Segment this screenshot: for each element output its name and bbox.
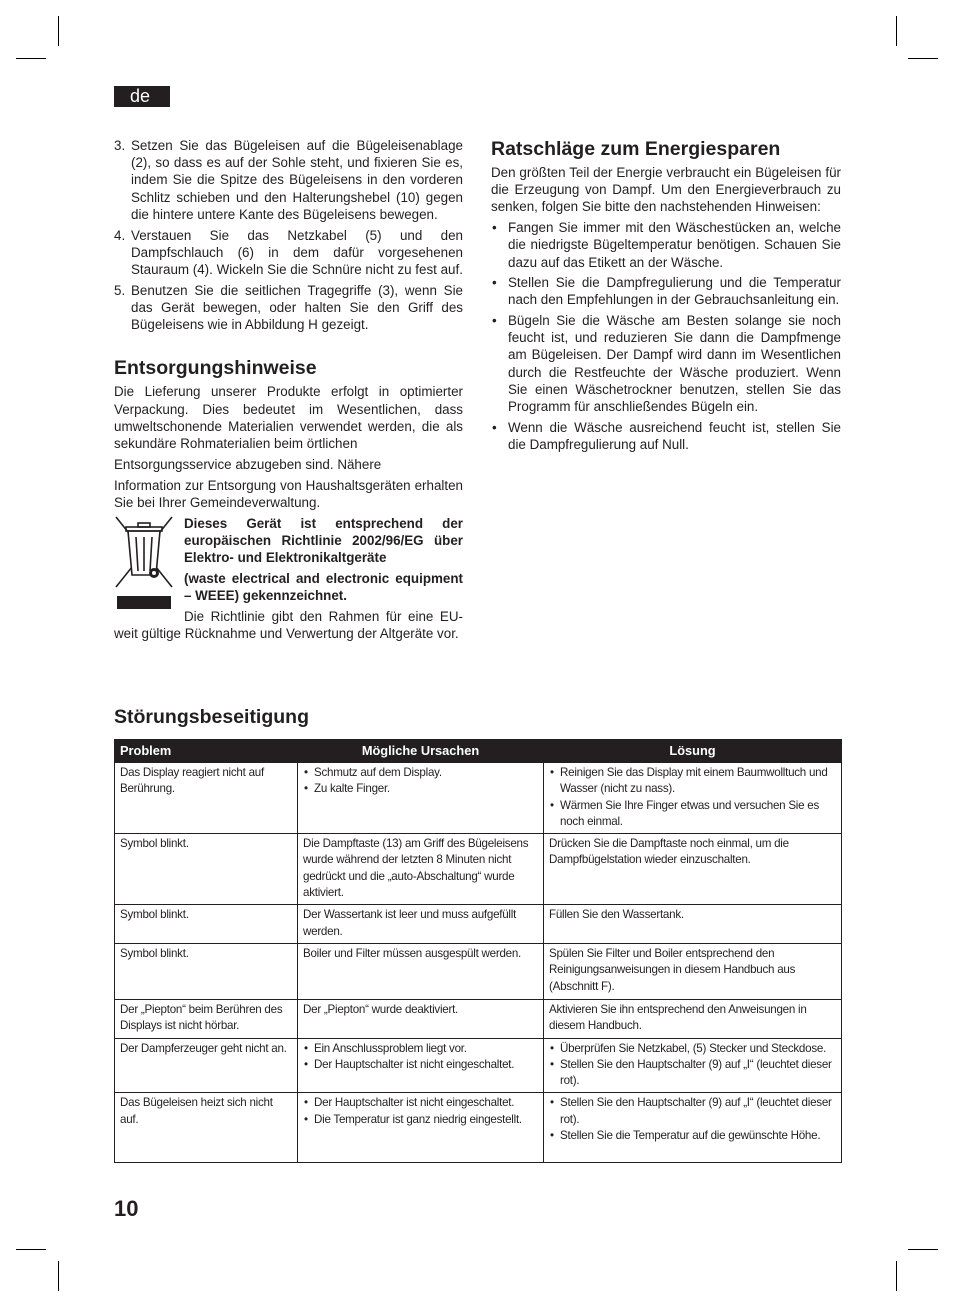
list-item: • Ein Anschlussproblem liegt vor. <box>303 1041 538 1057</box>
table-row <box>115 943 842 999</box>
causes-cell: Boiler und Filter müssen ausgespült werden. <box>298 943 544 999</box>
causes-cell: Der Wassertank ist leer und muss aufgefüllt werden. <box>298 905 544 944</box>
list-item: • Reinigen Sie das Display mit einem Baumwolltuch und Wasser (nicht zu nass). <box>549 765 836 798</box>
problem-cell: Symbol blinkt. <box>115 905 298 944</box>
table-row <box>115 999 842 1038</box>
problem-cell: Das Display reagiert nicht auf Berührung. <box>115 763 298 834</box>
list-item: • Fangen Sie immer mit den Wäschestücken an, welche die niedrigste Bügeltemperatur benötigen. Schauen Sie dazu auf das Etikett an der Wäsche. <box>491 219 841 271</box>
list-item: • Bügeln Sie die Wäsche am Besten solange sie noch feucht ist, und reduzieren Sie dann die Dampfmenge am Bügeleisen. Der Dampf wird dann im Wesentlichen durch die Restfeuchte der Wäsche produziert. Wenn Sie einen Wäschetrockner benutzen, stellen Sie das Programm für anschließendes Bügeln ein. <box>491 312 841 415</box>
weee-bold-text: Dieses Gerät ist entsprechend der europäischen Richtlinie 2002/96/EG über Elektro- und Elektronikaltgeräte <box>184 516 463 566</box>
column-header: Lösung <box>544 740 842 763</box>
list-item: • Die Temperatur ist ganz niedrig eingestellt. <box>303 1112 538 1128</box>
causes-cell: Der „Piepton“ wurde deaktiviert. <box>298 999 544 1038</box>
right-column <box>491 137 841 456</box>
causes-cell <box>298 1093 544 1163</box>
weee-block <box>114 515 463 643</box>
solution-cell <box>544 1093 842 1163</box>
step-item: 4. Verstauen Sie das Netzkabel (5) und den Dampfschlauch (6) in dem dafür vorgesehenen Stauraum (4). Wickeln Sie die Schnüre nicht zu fest auf. <box>114 227 463 278</box>
problem-cell: Symbol blinkt. <box>115 834 298 905</box>
table-header-row <box>115 740 842 763</box>
energy-intro: Den größten Teil der Energie verbraucht ein Bügeleisen für die Erzeugung von Dampf. Um den Energieverbrauch zu senken, folgen Sie bitte den nachstehenden Hinweisen: <box>491 165 841 215</box>
crop-mark <box>908 1249 938 1250</box>
crop-mark <box>16 58 46 59</box>
problem-cell: Symbol blinkt. <box>115 943 298 999</box>
table-row <box>115 763 842 834</box>
table-row <box>115 1093 842 1163</box>
list-item: • Wärmen Sie Ihre Finger etwas und versuchen Sie es noch einmal. <box>549 798 836 831</box>
causes-cell <box>298 763 544 834</box>
step-item: 3. Setzen Sie das Bügeleisen auf die Bügeleisenablage (2), so dass es auf der Sohle steht, und fixieren Sie es, indem Sie die Spitze des Bügeleisens in den vorderen Schlitz schieben und den Halterungshebel (10) gegen die hintere untere Kante des Bügeleisens bewegen. <box>114 138 463 222</box>
left-column <box>114 137 463 646</box>
list-item: • Schmutz auf dem Display. <box>303 765 538 781</box>
disposal-paragraph: Information zur Entsorgung von Haushaltsgeräten erhalten Sie bei Ihrer Gemeindeverwaltung. <box>114 477 463 510</box>
disposal-paragraph: Entsorgungsservice abzugeben sind. Nähere <box>114 456 382 472</box>
crop-mark <box>896 1261 897 1291</box>
solution-cell: Füllen Sie den Wassertank. <box>544 905 842 944</box>
storage-steps <box>114 137 463 333</box>
step-item: 5. Benutzen Sie die seitlichen Tragegriffe (3), wenn Sie das Gerät bewegen, oder halten Sie den Griff des Bügeleisens wie in Abbildung H gezeigt. <box>114 282 463 333</box>
solution-cell: Spülen Sie Filter und Boiler entsprechend den Reinigungsanweisungen in diesem Handbuch aus (Abschnitt F). <box>544 943 842 999</box>
list-item: • Stellen Sie die Dampfregulierung und die Temperatur nach den Empfehlungen in der Gebrauchsanleitung ein. <box>491 274 841 308</box>
crossed-bin-icon <box>114 515 174 611</box>
troubleshooting-table <box>114 739 842 1163</box>
column-header: Problem <box>115 740 298 763</box>
problem-cell: Der „Piepton“ beim Berühren des Displays ist nicht hörbar. <box>115 999 298 1038</box>
list-item: • Der Hauptschalter ist nicht eingeschaltet. <box>303 1057 538 1073</box>
list-item: • Stellen Sie den Hauptschalter (9) auf „I“ (leuchtet dieser rot). <box>549 1095 836 1128</box>
disposal-heading: Entsorgungshinweise <box>114 357 317 380</box>
language-tag: de <box>114 86 170 107</box>
problem-cell: Das Bügeleisen heizt sich nicht auf. <box>115 1093 298 1163</box>
list-item: • Stellen Sie die Temperatur auf die gewünschte Höhe. <box>549 1128 836 1144</box>
crop-mark <box>58 16 59 46</box>
table-row <box>115 1038 842 1093</box>
energy-tips <box>491 219 841 453</box>
weee-directive-text: Die Richtlinie gibt den Rahmen für eine EU-weit gültige Rücknahme und Verwertung der Altgeräte vor. <box>114 609 463 642</box>
solution-cell <box>544 1038 842 1093</box>
solution-cell <box>544 763 842 834</box>
list-item: • Der Hauptschalter ist nicht eingeschaltet. <box>303 1095 538 1111</box>
crop-mark <box>896 16 897 46</box>
list-item: • Zu kalte Finger. <box>303 781 538 797</box>
weee-bold-text: (waste electrical and electronic equipment – WEEE) gekennzeichnet. <box>184 571 463 604</box>
solution-cell: Drücken Sie die Dampftaste noch einmal, um die Dampfbügelstation wieder einzuschalten. <box>544 834 842 905</box>
list-item: • Überprüfen Sie Netzkabel, (5) Stecker und Steckdose. <box>549 1041 836 1057</box>
crop-mark <box>58 1261 59 1291</box>
page-number: 10 <box>114 1196 139 1221</box>
column-header: Mögliche Ursachen <box>298 740 544 763</box>
crop-mark <box>16 1249 46 1250</box>
list-item: • Stellen Sie den Hauptschalter (9) auf „I“ (leuchtet dieser rot). <box>549 1057 836 1090</box>
weee-text <box>184 515 463 605</box>
list-item: • Wenn die Wäsche ausreichend feucht ist, stellen Sie die Dampfregulierung auf Null. <box>491 419 841 453</box>
causes-cell <box>298 1038 544 1093</box>
problem-cell: Der Dampferzeuger geht nicht an. <box>115 1038 298 1093</box>
solution-cell: Aktivieren Sie ihn entsprechend den Anweisungen in diesem Handbuch. <box>544 999 842 1038</box>
crop-mark <box>908 58 938 59</box>
table-row <box>115 905 842 944</box>
causes-cell: Die Dampftaste (13) am Griff des Bügeleisens wurde während der letzten 8 Minuten nicht gedrückt und die „auto-Abschaltung“ wurde aktiviert. <box>298 834 544 905</box>
troubleshooting-heading: Störungsbeseitigung <box>114 706 309 728</box>
energy-heading: Ratschläge zum Energiesparen <box>491 138 781 160</box>
table-row <box>115 834 842 905</box>
disposal-paragraph: Die Lieferung unserer Produkte erfolgt in optimierter Verpackung. Dies bedeutet im Wesentlichen, dass umweltschonende Materialien verwendet werden, die als sekundäre Rohmaterialien beim örtlichen <box>114 384 463 452</box>
